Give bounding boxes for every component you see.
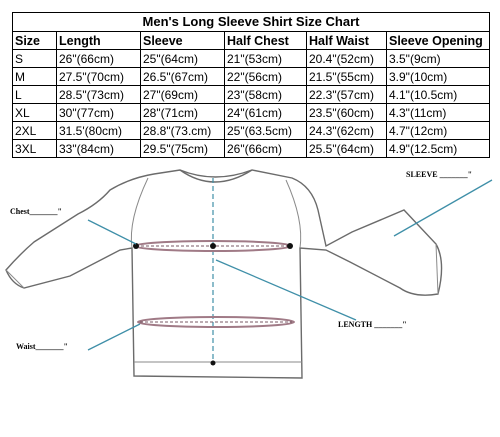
shirt-body-outline (6, 170, 442, 378)
table-cell: 28.8"(73.cm) (141, 122, 225, 140)
waist-pointer-line (88, 324, 140, 350)
header-sleeve: Sleeve (141, 32, 225, 50)
table-cell: 28"(71cm) (141, 104, 225, 122)
table-cell: 26"(66cm) (225, 140, 307, 158)
left-armhole-seam (131, 178, 148, 248)
table-cell: 20.4"(52cm) (307, 50, 387, 68)
table-cell: 3.5"(9cm) (387, 50, 490, 68)
header-sleeve-opening: Sleeve Opening (387, 32, 490, 50)
header-half-chest: Half Chest (225, 32, 307, 50)
chest-center-dot (210, 243, 216, 249)
table-cell: 4.9"(12.5cm) (387, 140, 490, 158)
table-cell: 27.5"(70cm) (57, 68, 141, 86)
table-cell: 26.5"(67cm) (141, 68, 225, 86)
waist-measure-label: Waist_______" (16, 342, 68, 351)
table-cell: 22.3"(57cm) (307, 86, 387, 104)
table-cell: 25"(64cm) (141, 50, 225, 68)
sleeve-pointer-line (394, 180, 492, 236)
table-cell: 3XL (13, 140, 57, 158)
table-cell: 3.9"(10cm) (387, 68, 490, 86)
table-cell: XL (13, 104, 57, 122)
table-cell: 25.5"(64cm) (307, 140, 387, 158)
table-cell: 26"(66cm) (57, 50, 141, 68)
header-size: Size (13, 32, 57, 50)
size-chart-table (12, 12, 490, 158)
sleeve-measure-label: SLEEVE _______" (406, 170, 473, 179)
shirt-diagram (0, 150, 500, 437)
table-cell: 4.7"(12cm) (387, 122, 490, 140)
table-cell: 25"(63.5cm) (225, 122, 307, 140)
table-cell: 4.1"(10.5cm) (387, 86, 490, 104)
header-row (13, 32, 490, 50)
table-row (13, 104, 490, 122)
table-cell: 21"(53cm) (225, 50, 307, 68)
table-cell: S (13, 50, 57, 68)
table-row (13, 86, 490, 104)
table-cell: 33"(84cm) (57, 140, 141, 158)
table-cell: 31.5'(80cm) (57, 122, 141, 140)
length-measure-label: LENGTH _______" (338, 320, 407, 329)
table-cell: 27"(69cm) (141, 86, 225, 104)
table-cell: 4.3"(11cm) (387, 104, 490, 122)
table-cell: 22"(56cm) (225, 68, 307, 86)
right-armhole-seam (286, 180, 301, 248)
table-title: Men's Long Sleeve Shirt Size Chart (13, 13, 490, 32)
table-cell: 2XL (13, 122, 57, 140)
shirt-collar (180, 170, 252, 182)
table-cell: 24"(61cm) (225, 104, 307, 122)
chest-pointer-line (88, 220, 136, 244)
table-cell: 23"(58cm) (225, 86, 307, 104)
table-cell: 21.5"(55cm) (307, 68, 387, 86)
chest-right-dot (287, 243, 293, 249)
table-cell: 30"(77cm) (57, 104, 141, 122)
table-cell: L (13, 86, 57, 104)
hem-center-dot (211, 361, 216, 366)
table-row (13, 50, 490, 68)
table-cell: 24.3"(62cm) (307, 122, 387, 140)
waist-measure-band (138, 317, 294, 327)
table-cell: M (13, 68, 57, 86)
table-row (13, 68, 490, 86)
table-row (13, 122, 490, 140)
right-sleeve-cuff (436, 244, 438, 294)
length-pointer-line (216, 260, 356, 320)
header-half-waist: Half Waist (307, 32, 387, 50)
table-cell: 29.5"(75cm) (141, 140, 225, 158)
table-cell: 28.5"(73cm) (57, 86, 141, 104)
table-cell: 23.5"(60cm) (307, 104, 387, 122)
chest-measure-label: Chest_______" (10, 207, 62, 216)
header-length: Length (57, 32, 141, 50)
left-sleeve-cuff (6, 270, 24, 288)
